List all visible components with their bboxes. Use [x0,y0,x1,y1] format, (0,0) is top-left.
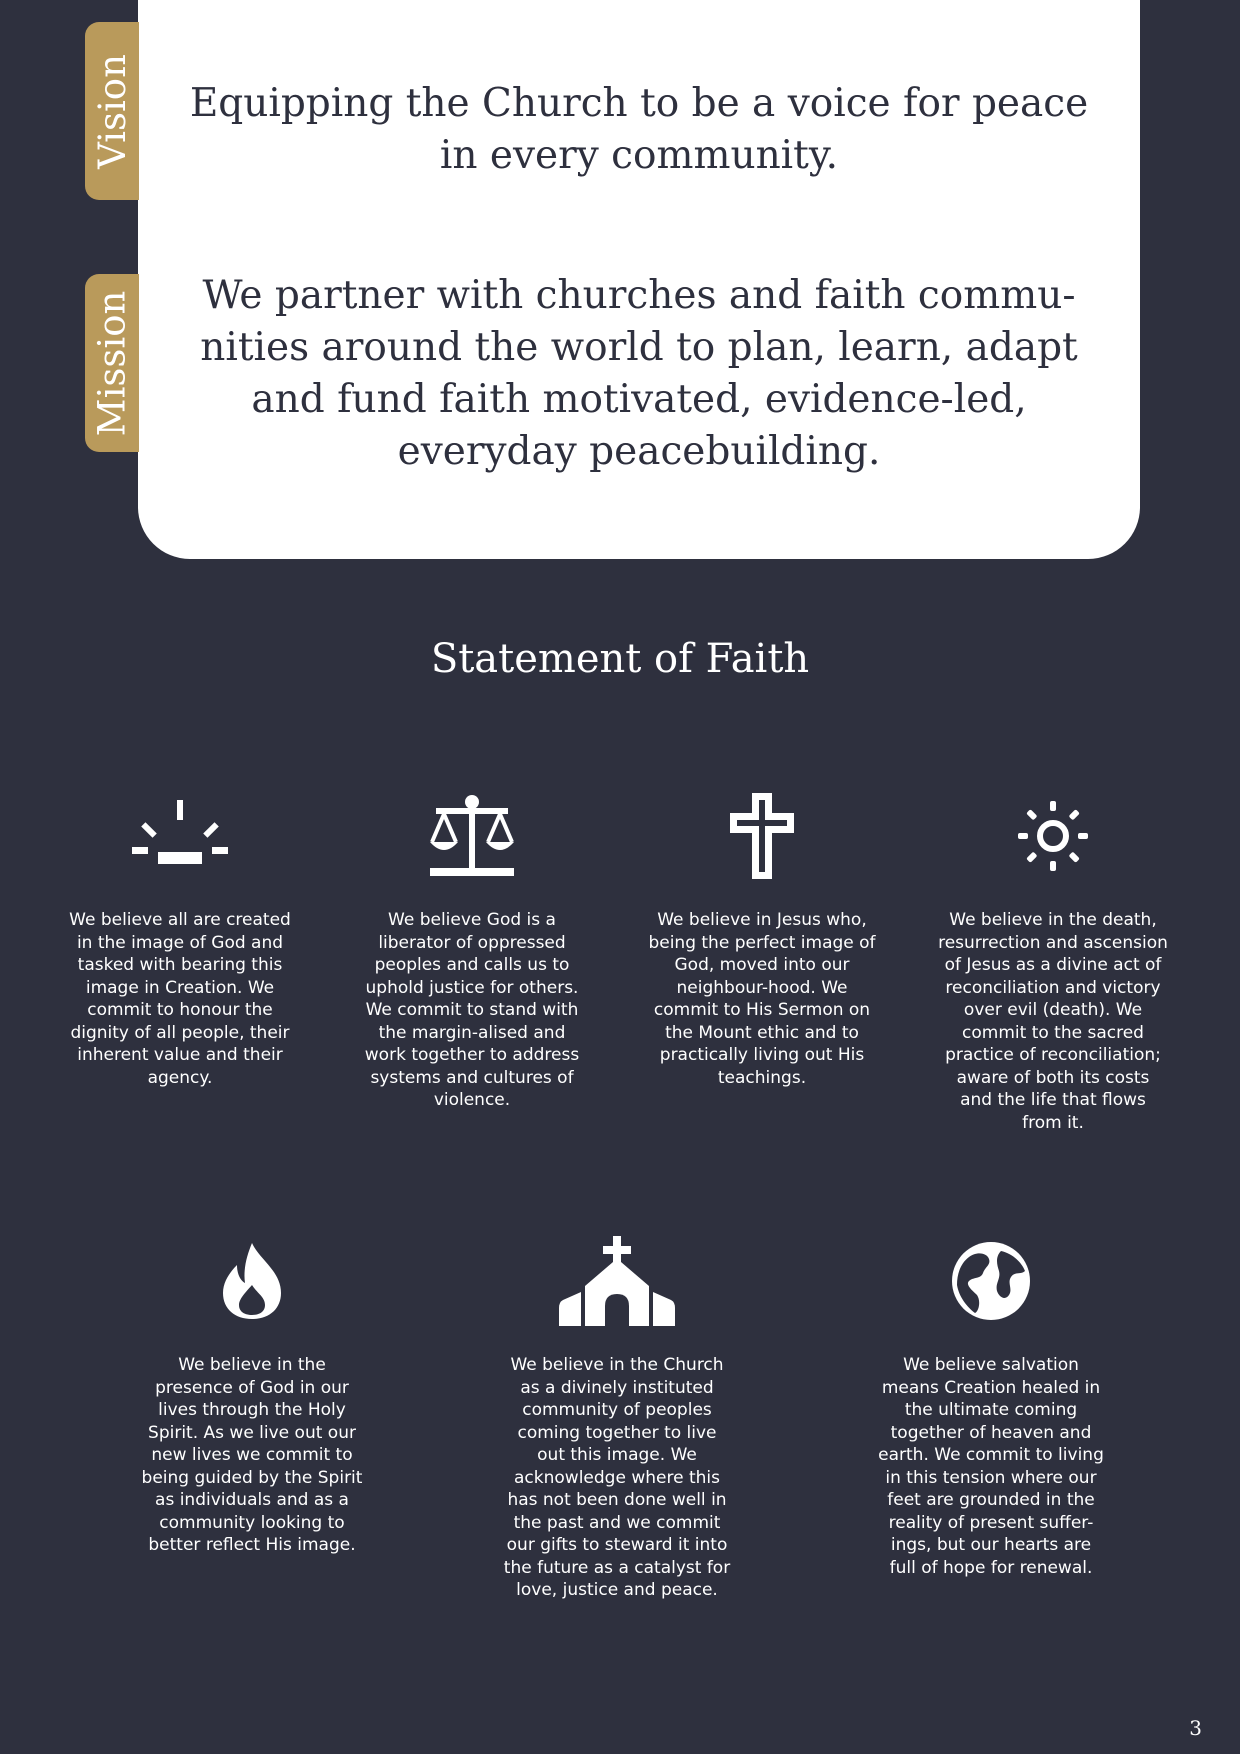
vision-tab [85,22,139,200]
belief-item [647,791,877,1089]
belief-text: We believe in the Church as a divinely instituted community of peoples coming together to live out this image. We acknowledge where this has not been done well in the past and we commit our gifts to steward it into the future as a catalyst for love, justice and peace. [503,1355,731,1600]
statement-of-faith-title: Statement of Faith [430,636,810,682]
page-number: 3 [1189,1716,1202,1740]
mission-tab [85,274,139,452]
sunrise-icon [65,791,295,881]
mission-label: Mission [90,290,134,436]
belief-text: We believe all are created in the image of God and tasked with bearing this image in Creation. We commit to honour the dignity of all people, their inherent value and their agency. [69,910,291,1088]
belief-item [938,791,1168,1134]
cross-icon [647,791,877,881]
belief-text: We believe in Jesus who, being the perfect image of God, moved into our neighbour-hood. We commit to His Sermon on the Mount ethic and to practically living out His teachings. [648,910,876,1088]
belief-item [137,1236,367,1557]
belief-text: We believe in the presence of God in our lives through the Holy Spirit. As we live out our new lives we commit to being guided by the Spirit as individuals and as a community looking to better reflect His image. [141,1355,363,1555]
church-icon [502,1236,732,1326]
belief-text: We believe in the death, resurrection and ascension of Jesus as a divine act of reconciliation and victory over evil (death). We commit to the sacred practice of reconciliation; aware of both its costs and the life that flows from it. [938,910,1168,1133]
vision-statement: Equipping the Church to be a voice for peace in every community. [189,81,1089,178]
scales-icon [357,791,587,881]
flame-icon [137,1236,367,1326]
globe-icon [876,1236,1106,1326]
belief-item [502,1236,732,1602]
mission-statement: We partner with churches and faith commu-nities around the world to plan, learn, adapt and fund faith motivated, evidence-led, everyday peacebuilding. [200,273,1078,474]
belief-item [65,791,295,1089]
belief-item [876,1236,1106,1579]
vision-label: Vision [90,53,134,169]
sun-icon [938,791,1168,881]
belief-item [357,791,587,1112]
belief-text: We believe God is a liberator of oppressed peoples and calls us to uphold justice for others. We commit to stand with the margin-alised and work together to address systems and cultures of violence. [364,910,580,1110]
belief-text: We believe salvation means Creation healed in the ultimate coming together of heaven and earth. We commit to living in this tension where our feet are grounded in the reality of present suffer-ings, but our hearts are full of hope for renewal. [878,1355,1104,1578]
